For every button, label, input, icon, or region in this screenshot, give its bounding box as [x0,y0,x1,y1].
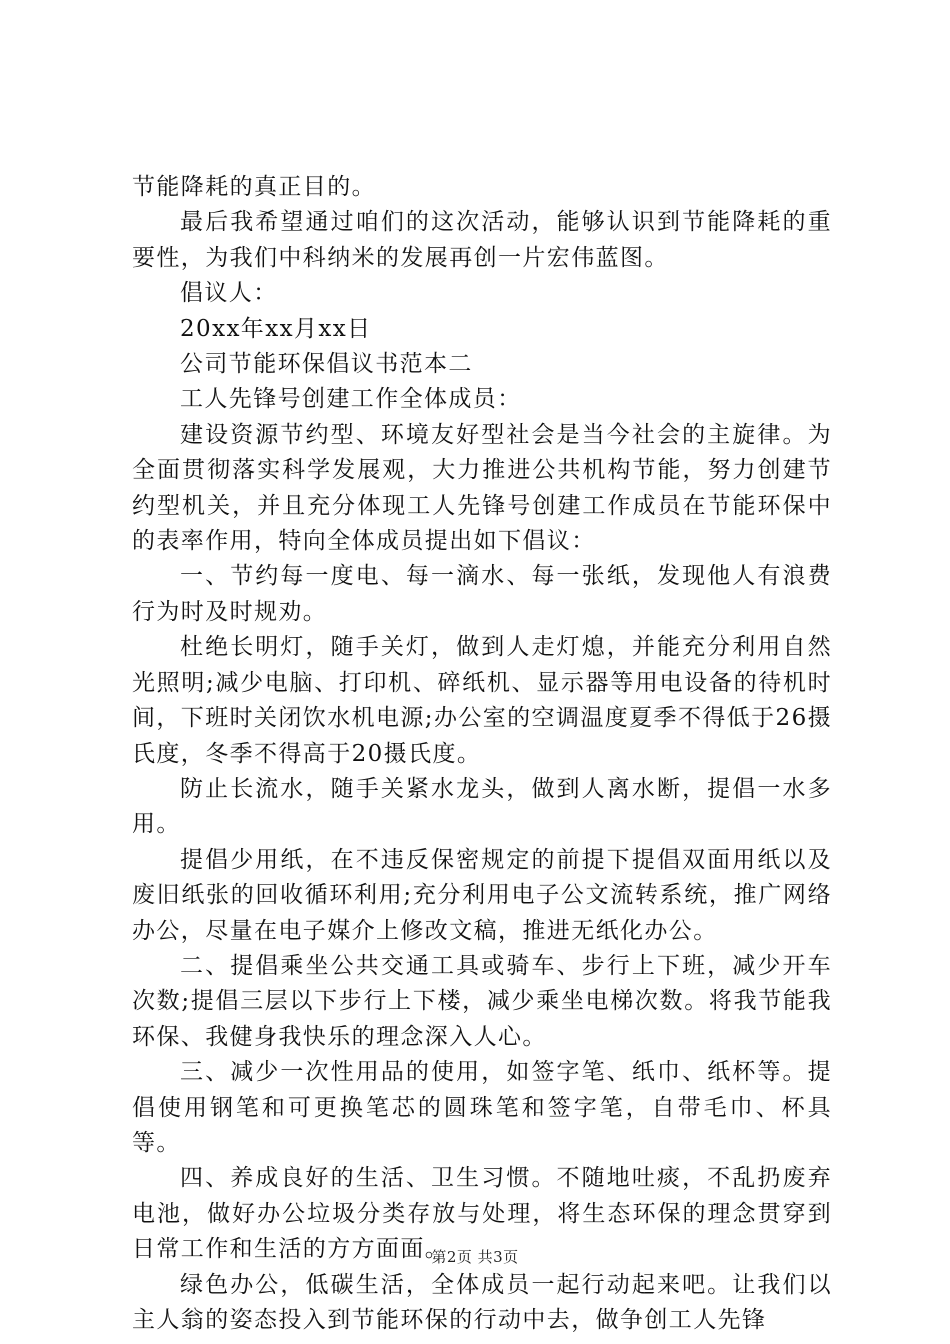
paragraph-paper: 提倡少用纸，在不违反保密规定的前提下提倡双面用纸以及废旧纸张的回收循环利用;充分利用电子公文流转系统，推广网络办公，尽量在电子媒介上修改文稿，推进无纸化办公。 [132,846,832,944]
page-footer: 第2页 共3页 [431,1248,519,1266]
paragraph-item-4: 四、养成良好的生活、卫生习惯。不随地吐痰，不乱扔废弃电池，做好办公垃圾分类存放与处理，将生态环保的理念贯穿到日常工作和生活的方方面面。 [132,1165,832,1263]
date-line: 20xx年xx月xx日 [180,315,372,342]
paragraph-1: 节能降耗的真正目的。 [132,174,376,200]
paragraph-item-3: 三、减少一次性用品的使用，如签字笔、纸巾、纸杯等。提倡使用钢笔和可更换笔芯的圆珠笔和签字笔，自带毛巾、杯具等。 [132,1059,832,1156]
salutation: 工人先锋号创建工作全体成员： [180,386,522,413]
paragraph-intro: 建设资源节约型、环境友好型社会是当今社会的主旋律。为全面贯彻落实科学发展观，大力推进公共机构节能，努力创建节约型机关，并且充分体现工人先锋号创建工作成员在节能环保中的表率作用，特向全体成员提出如下倡议： [132,421,832,555]
section-title: 公司节能环保倡议书范本二 [180,351,473,378]
paragraph-item-2: 二、提倡乘坐公共交通工具或骑车、步行上下班，减少开车次数;提倡三层以下步行上下楼，减少乘坐电梯次数。将我节能我环保、我健身我快乐的理念深入人心。 [132,952,832,1050]
paragraph-2: 最后我希望通过咱们的这次活动，能够认识到节能降耗的重要性，为我们中科纳米的发展再创一片宏伟蓝图。 [132,209,832,271]
paragraph-water: 防止长流水，随手关紧水龙头，做到人离水断，提倡一水多用。 [132,775,832,838]
paragraph-item-1: 一、节约每一度电、每一滴水、每一张纸，发现他人有浪费行为时及时规劝。 [132,563,832,625]
paragraph-closing: 绿色办公，低碳生活，全体成员一起行动起来吧。让我们以主人翁的姿态投入到节能环保的行动中去，做争创工人先锋 [132,1271,832,1333]
document-body [132,170,832,1338]
initiator-label: 倡议人： [180,280,278,307]
paragraph-lighting: 杜绝长明灯，随手关灯，做到人走灯熄，并能充分利用自然光照明;减少电脑、打印机、碎纸机、显示器等用电设备的待机时间，下班时关闭饮水机电源;办公室的空调温度夏季不得低于26摄氏度，冬季不得高于20摄氏度。 [132,634,833,767]
